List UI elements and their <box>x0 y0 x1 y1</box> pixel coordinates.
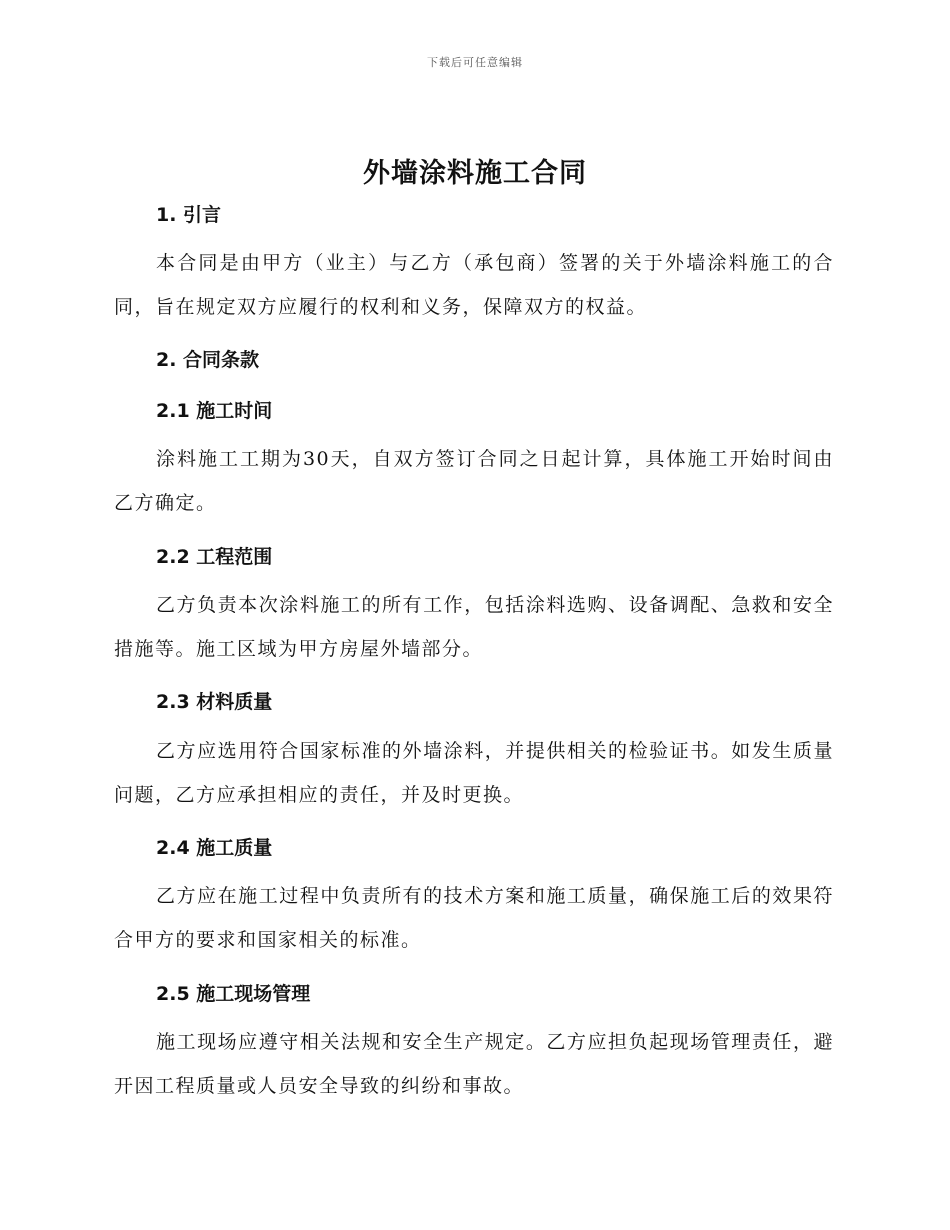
section-heading-material-quality: 2.3 材料质量 <box>156 691 273 713</box>
section-heading-schedule: 2.1 施工时间 <box>156 400 273 422</box>
section-body-material-quality: 乙方应选用符合国家标准的外墙涂料，并提供相关的检验证书。如发生质量问题，乙方应承担相应的责任，并及时更换。 <box>114 740 834 806</box>
section-heading-intro: 1. 引言 <box>156 204 222 226</box>
section-body-intro: 本合同是由甲方（业主）与乙方（承包商）签署的关于外墙涂料施工的合同，旨在规定双方应履行的权利和义务，保障双方的权益。 <box>114 252 834 318</box>
header-note: 下载后可任意编辑 <box>427 56 523 69</box>
section-body-construction-quality: 乙方应在施工过程中负责所有的技术方案和施工质量，确保施工后的效果符合甲方的要求和国家相关的标准。 <box>114 885 834 951</box>
section-body-scope: 乙方负责本次涂料施工的所有工作，包括涂料选购、设备调配、急救和安全措施等。施工区域为甲方房屋外墙部分。 <box>114 594 834 660</box>
section-heading-scope: 2.2 工程范围 <box>156 546 273 568</box>
section-heading-construction-quality: 2.4 施工质量 <box>156 837 273 859</box>
section-body-schedule: 涂料施工工期为30天，自双方签订合同之日起计算，具体施工开始时间由乙方确定。 <box>114 448 834 514</box>
document-title: 外墙涂料施工合同 <box>363 158 587 189</box>
section-heading-site-management: 2.5 施工现场管理 <box>156 983 311 1005</box>
section-heading-terms: 2. 合同条款 <box>156 349 260 371</box>
section-body-site-management: 施工现场应遵守相关法规和安全生产规定。乙方应担负起现场管理责任，避开因工程质量或人员安全导致的纠纷和事故。 <box>114 1031 834 1097</box>
